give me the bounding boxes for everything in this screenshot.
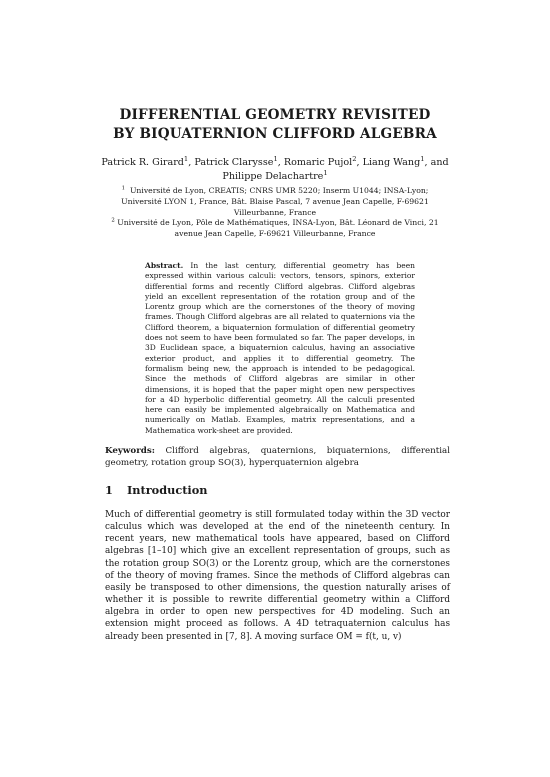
author-list [100, 156, 450, 183]
affiliation-2: $^2$ Université de Lyon, Pôle de Mathématiques, INSA-Lyon, Bât. Léonard de Vinci, 21 avenue Jean Capelle, F-69621 Villeurbanne, France [111, 217, 439, 239]
abstract-text: In the last century, differential geometry has been expressed within various calculi: vectors, tensors, spinors, exterior differential forms and recently Clifford algebras. Clifford algebras yield an excellent representation of the rotation group and of the Lorentz group which are the cornerstones of the theory of moving frames. Though Clifford algebras are all related to quaternions via the Clifford theorem, a biquaternion formulation of differential geometry does not seem to have been formulated so far. The paper develops, in 3D Euclidean space, a biquaternion calculus, having an associative exterior product, and applies it to differential geometry. The formalism being new, the approach is intended to be pedagogical. Since the methods of Clifford algebras are similar in other dimensions, it is hoped that the paper might open new perspectives for a 4D hyperbolic differential geometry. All the calculi presented here can easily be implemented algebraically on Mathematica and numerically on Matlab. Examples, matrix representations, and a Mathematica work-sheet are provided. [145, 261, 415, 435]
introduction-paragraph: Much of differential geometry is still formulated today within the 3D vector calculus which was developed at the end of the nineteenth century. In recent years, new mathematical tools have appeared, based on Clifford algebras [1–10] which give an excellent representation of groups, such as the rotation group SO(3) or the Lorentz group, which are the cornerstones of the theory of moving frames. Since the methods of Clifford algebras can easily be transposed to other dimensions, the question naturally arises of whether it is possible to rewrite differential geometry within a Clifford algebra in order to open new perspectives for 4D modeling. Such an extension might proceed as follows. A 4D tetraquaternion calculus has already been presented in [7, 8]. A moving surface OM = f(t, u, v) [105, 510, 450, 642]
affiliations [100, 186, 450, 240]
title-line-1: DIFFERENTIAL GEOMETRY REVISITED [119, 107, 431, 123]
paper-title [60, 106, 490, 144]
author-1: Patrick R. Girard$^1$, [101, 154, 195, 168]
affiliation-1: $^1$ Université de Lyon, CREATIS; CNRS UMR 5220; Inserm U1044; INSA-Lyon; Université LYON 1, France, Bât. Blaise Pascal, 7 avenue Jean Capelle, F-69621 Villeurbanne, France [121, 185, 429, 217]
author-3: Romaric Pujol$^2$, [283, 154, 363, 168]
section-number: 1 [105, 483, 113, 497]
section-title: Introduction [127, 483, 208, 497]
section-heading-introduction [105, 483, 450, 497]
keywords-label: Keywords: [105, 446, 155, 456]
abstract [145, 261, 415, 436]
author-2: Patrick Clarysse$^1$, [194, 154, 284, 168]
author-4: Liang Wang$^1$, and [362, 154, 449, 168]
author-5: Philippe Delachartre$^1$ [222, 168, 328, 182]
keywords [105, 445, 450, 469]
title-line-2: BY BIQUATERNION CLIFFORD ALGEBRA [113, 126, 437, 142]
abstract-label: Abstract. [145, 261, 184, 270]
keywords-text: Clifford algebras, quaternions, biquaternions, differential geometry, rotation group SO(3), hyperquaternion algebra [105, 446, 450, 468]
